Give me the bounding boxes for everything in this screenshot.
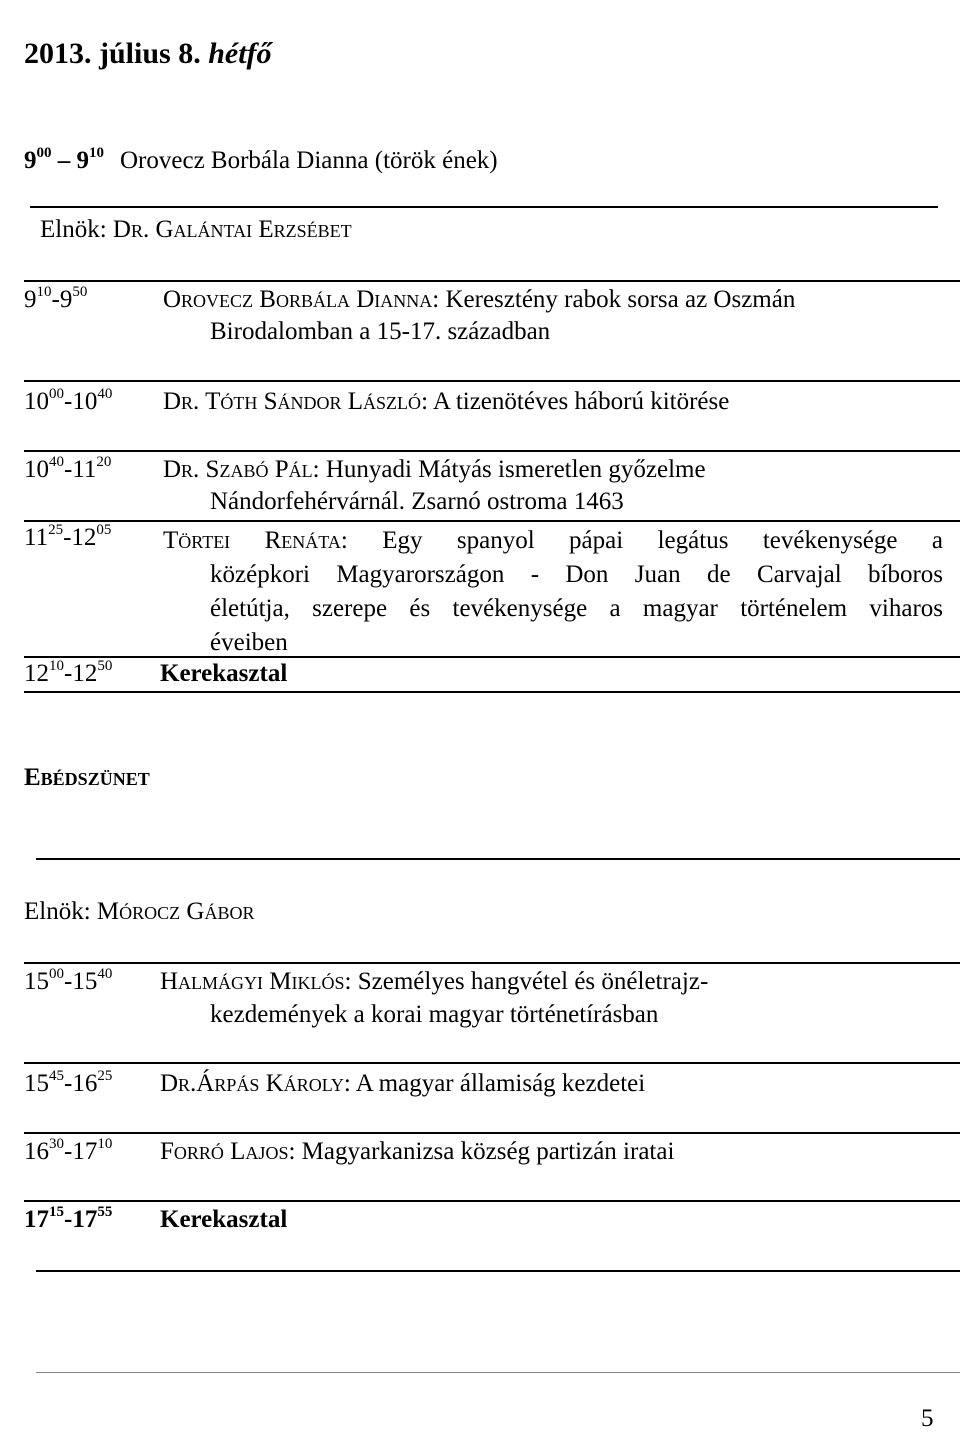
talk-speaker: Halmágyi Miklós xyxy=(160,968,345,995)
talk-title: Személyes hangvétel és önéletrajz- xyxy=(357,968,709,995)
talk-speaker: Dr. Szabó Pál xyxy=(163,456,313,483)
talk-title: Hunyadi Mátyás ismeretlen győzelme xyxy=(325,456,706,483)
talk-line: Forró Lajos: Magyarkanizsa község partizán iratai xyxy=(160,1138,675,1165)
lunch-break: Ebédszünet xyxy=(24,764,150,791)
page-title xyxy=(24,37,272,71)
divider xyxy=(24,1062,960,1064)
session2-chair xyxy=(24,898,254,926)
talk-line: Dr. Szabó Pál: Hunyadi Mátyás ismeretlen győzelme xyxy=(163,456,706,483)
talk-time: $9^{10}-9^{50}$ xyxy=(24,284,88,313)
talk-time: $10^{00}-10^{40}$ xyxy=(24,386,113,415)
opening-time: $9^{00} - 9^{10}$ xyxy=(24,145,104,174)
talk-speaker: Forró Lajos xyxy=(160,1138,289,1165)
footer-divider xyxy=(36,1372,960,1373)
divider xyxy=(24,380,960,382)
chair-name: Mórocz Gábor xyxy=(96,898,255,925)
divider xyxy=(24,656,960,658)
talk-time: $17^{15}-17^{55}$ xyxy=(24,1204,113,1233)
divider xyxy=(24,280,960,282)
divider xyxy=(36,1270,960,1272)
talk-title-cont: kezdemények a korai magyar történetírásban xyxy=(210,1001,659,1028)
talk-title-cont: Birodalomban a 15-17. században xyxy=(210,318,551,345)
divider xyxy=(36,858,960,860)
chair-label: Elnök: xyxy=(40,216,107,243)
talk-title-cont: középkori Magyarországon - Don Juan de Carvajal bíboros életútja, szerepe és tevékenysége a magyar történelem viharos éveiben xyxy=(210,561,943,656)
opening-text: Orovecz Borbála Dianna (török ének) xyxy=(120,147,498,174)
talk-time: $11^{25}-12^{05}$ xyxy=(24,522,112,551)
divider xyxy=(24,450,960,452)
session1-chair xyxy=(40,216,352,244)
talk-line: Törtei Renáta: Egy spanyol pápai legátus tevékenysége a xyxy=(163,527,943,554)
talk-time: $10^{40}-11^{20}$ xyxy=(24,454,112,483)
divider xyxy=(24,691,960,693)
talk-speaker: Orovecz Borbála Dianna xyxy=(163,286,433,313)
title-day: hétfő xyxy=(208,37,272,70)
chair-name: Dr. Galántai Erzsébet xyxy=(112,216,352,243)
talk-title: A magyar államiság kezdetei xyxy=(355,1070,646,1097)
talk-time: $15^{45}-16^{25}$ xyxy=(24,1068,113,1097)
divider xyxy=(30,206,938,208)
divider xyxy=(24,1132,960,1134)
page-number: 5 xyxy=(921,1405,934,1432)
title-date: 2013. július 8. xyxy=(24,37,201,70)
talk-time: $12^{10}-12^{50}$ xyxy=(24,658,113,687)
round-table: Kerekasztal xyxy=(160,1206,288,1233)
talk-speaker: Dr.Árpás Károly xyxy=(160,1070,344,1097)
talk-line: Dr. Tóth Sándor László: A tizenötéves háború kitörése xyxy=(163,388,730,415)
talk-title: Egy spanyol pápai legátus tevékenysége a xyxy=(382,527,943,554)
talk-title: A tizenötéves háború kitörése xyxy=(432,388,730,415)
divider xyxy=(24,962,960,964)
talk-title: Magyarkanizsa község partizán iratai xyxy=(301,1138,675,1165)
divider xyxy=(24,520,960,522)
talk-title-cont: Nándorfehérvárnál. Zsarnó ostroma 1463 xyxy=(210,488,624,515)
talk-speaker: Törtei Renáta xyxy=(163,527,341,554)
talk-time: $16^{30}-17^{10}$ xyxy=(24,1136,113,1165)
talk-line: Dr.Árpás Károly: A magyar államiság kezdetei xyxy=(160,1070,646,1097)
talk-line: Halmágyi Miklós: Személyes hangvétel és önéletrajz- xyxy=(160,968,709,995)
talk-title: Keresztény rabok sorsa az Oszmán xyxy=(445,286,796,313)
round-table: Kerekasztal xyxy=(160,660,288,687)
talk-time: $15^{00}-15^{40}$ xyxy=(24,966,113,995)
talk-speaker: Dr. Tóth Sándor László xyxy=(163,388,422,415)
talk-line: Orovecz Borbála Dianna: Keresztény rabok sorsa az Oszmán xyxy=(163,286,796,313)
divider xyxy=(24,1200,960,1202)
chair-label: Elnök: xyxy=(24,898,91,925)
